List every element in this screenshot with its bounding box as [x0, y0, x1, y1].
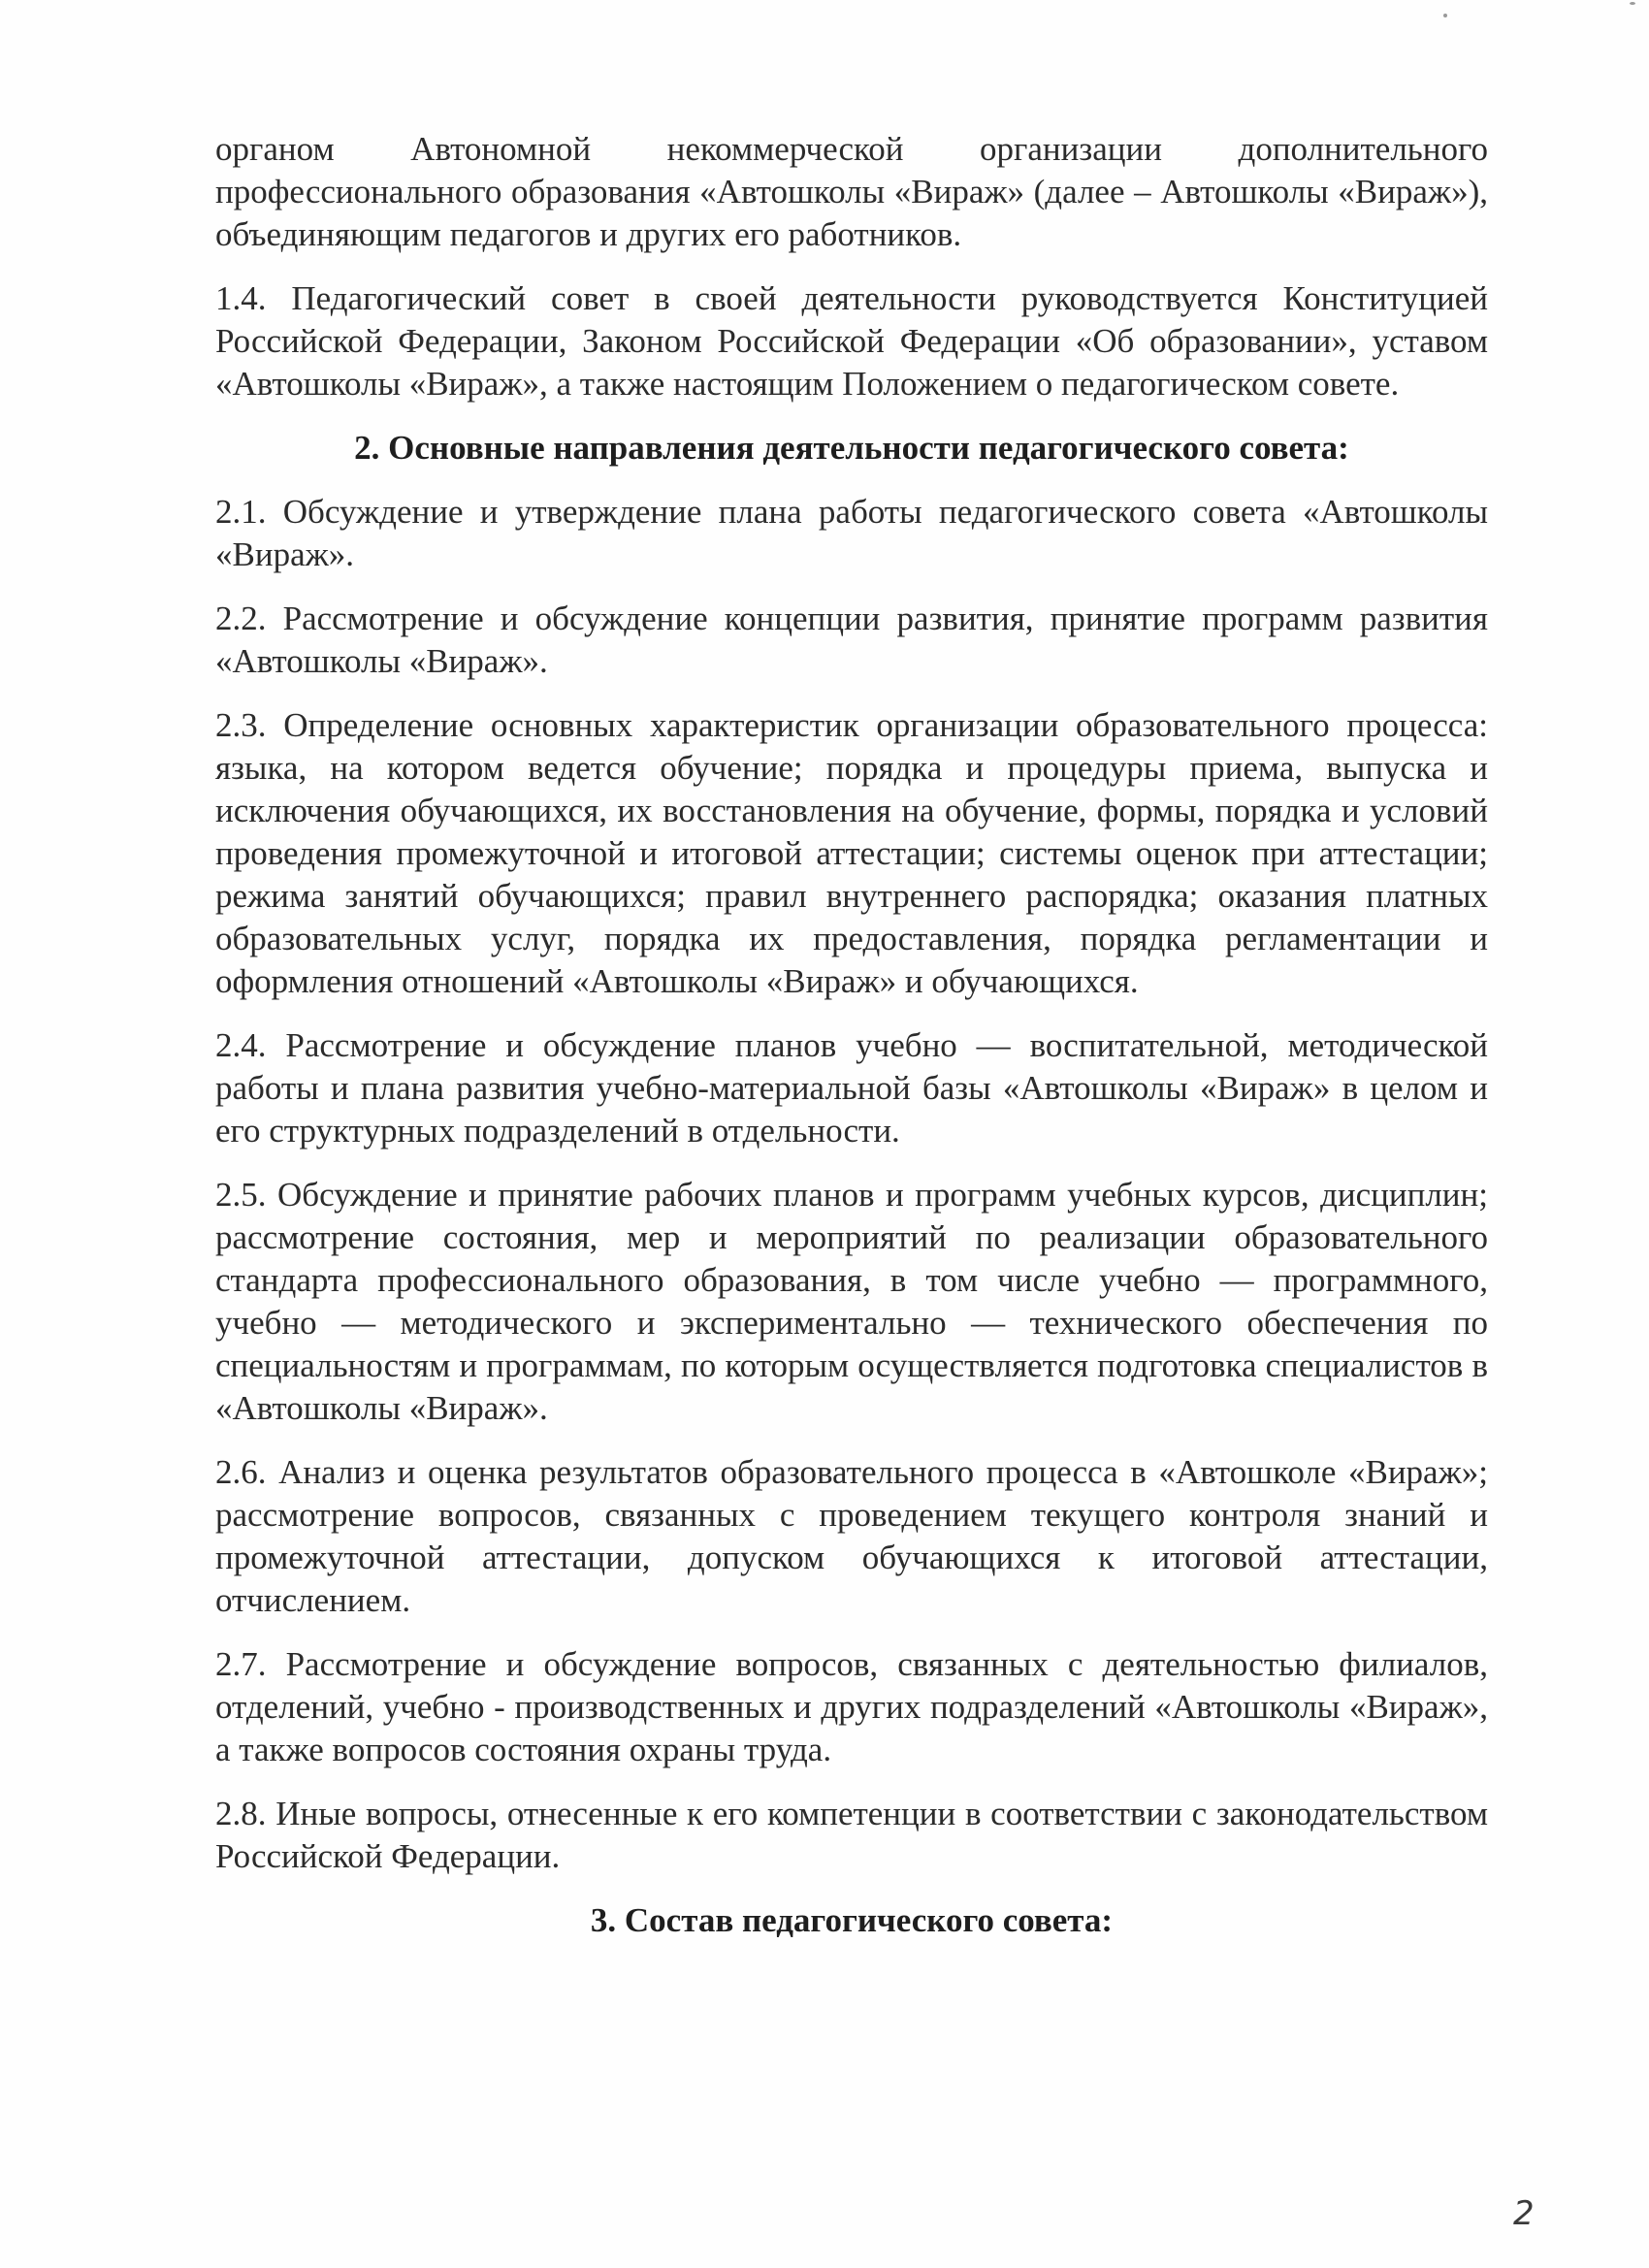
paragraph-2-7: 2.7. Рассмотрение и обсуждение вопросов, связанных с деятельностью филиалов, отделений, учебно - производственных и других подразделений «Автошколы «Вираж», а также вопросов состояния охраны труда.	[215, 1645, 1488, 1768]
section-heading-3: 3. Состав педагогического совета:	[590, 1901, 1114, 1939]
paragraph-2-2: 2.2. Рассмотрение и обсуждение концепции развития, принятие программ развития «Автошколы «Вираж».	[215, 599, 1488, 680]
paragraph-2-5: 2.5. Обсуждение и принятие рабочих планов и программ учебных курсов, дисциплин; рассмотрение состояния, мер и мероприятий по реализации образовательного стандарта профессионального образования, в том числе учебно — программного, учебно — методического и экспериментально — технического обеспечения по специальностям и программам, по которым осуществляется подготовка специалистов в «Автошколы «Вираж».	[215, 1176, 1488, 1427]
section-heading-2: 2. Основные направления деятельности педагогического совета:	[354, 429, 1349, 467]
paragraph-2-8: 2.8. Иные вопросы, отнесенные к его компетенции в соответствии с законодательством Российской Федерации.	[215, 1795, 1488, 1875]
paragraph-2-4: 2.4. Рассмотрение и обсуждение планов учебно — воспитательной, методической работы и плана развития учебно-материальной базы «Автошколы «Вираж» в целом и его структурных подразделений в отдельности.	[215, 1026, 1488, 1150]
paragraph-2-3: 2.3. Определение основных характеристик организации образовательного процесса: языка, на котором ведется обучение; порядка и процедуры приема, выпуска и исключения обучающихся, их восстановления на обучение, формы, порядка и условий проведения промежуточной и итоговой аттестации; системы оценок при аттестации; режима занятий обучающихся; правил внутреннего распорядка; оказания платных образовательных услуг, порядка их предоставления, порядка регламентации и оформления отношений «Автошколы «Вираж» и обучающихся.	[215, 706, 1488, 1000]
scan-speck	[1443, 14, 1447, 17]
paragraph-1-4: 1.4. Педагогический совет в своей деятельности руководствуется Конституцией Российской Федерации, Законом Российской Федерации «Об образовании», уставом «Автошколы «Вираж», а также настоящим Положением о педагогическом совете.	[215, 279, 1488, 403]
paragraph-intro: органом Автономной некоммерческой организации дополнительного профессионального образования «Автошколы «Вираж» (далее – Автошколы «Вираж»), объединяющим педагогов и других его работников.	[215, 130, 1488, 253]
page-number-mark: 2	[1513, 2194, 1535, 2233]
document-body	[215, 128, 1488, 1963]
paragraph-2-1: 2.1. Обсуждение и утверждение плана работы педагогического совета «Автошколы «Вираж».	[215, 493, 1488, 573]
paragraph-2-6: 2.6. Анализ и оценка результатов образовательного процесса в «Автошколе «Вираж»; рассмотрение вопросов, связанных с проведением текущего контроля знаний и промежуточной аттестации, допуском обучающихся к итоговой аттестации, отчислением.	[215, 1453, 1488, 1619]
scan-speck	[1630, 2, 1635, 5]
